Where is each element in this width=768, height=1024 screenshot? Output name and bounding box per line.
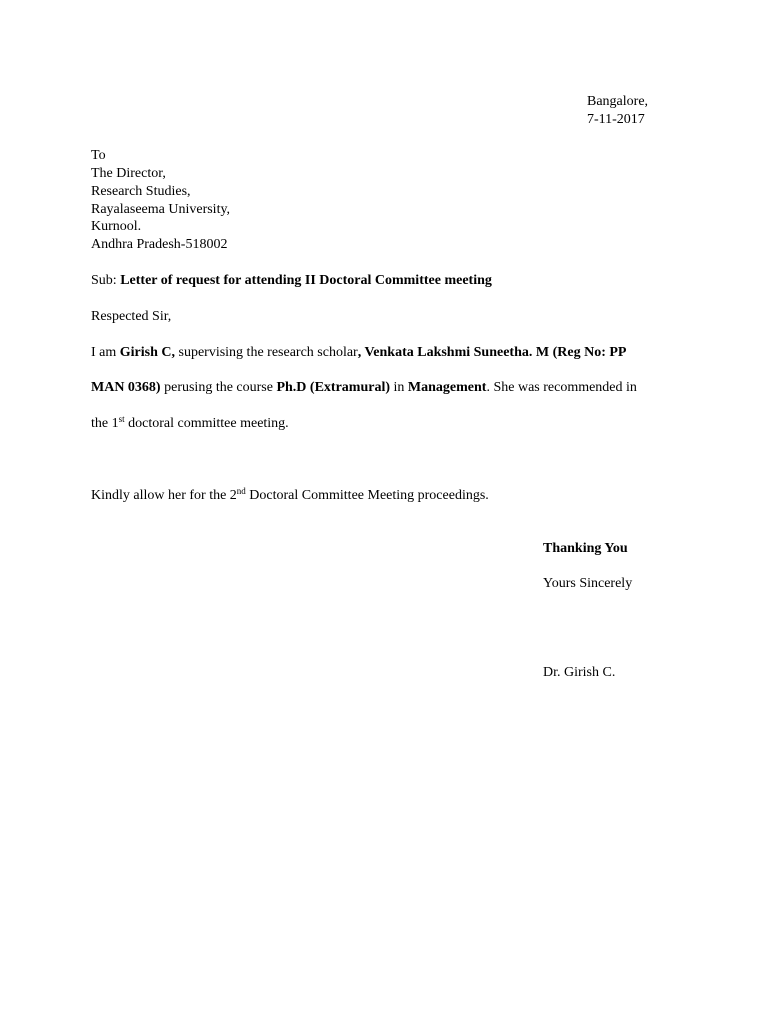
body-text: Doctoral Committee Meeting proceedings. <box>245 488 489 503</box>
signature-name: Dr. Girish C. <box>543 665 616 680</box>
closing-yours: Yours Sincerely <box>543 576 633 591</box>
body-text: supervising the research scholar <box>175 345 358 360</box>
subject-line <box>91 272 492 290</box>
body-text: perusing the course <box>160 380 277 395</box>
ordinal-suffix: nd <box>236 486 246 496</box>
closing-thanks: Thanking You <box>543 541 628 556</box>
recipient-to: To <box>91 148 106 163</box>
body-text: doctoral committee meeting. <box>124 416 289 431</box>
body-paragraph-1-line-1 <box>91 344 626 362</box>
body-paragraph-2 <box>91 487 489 505</box>
body-text: . She was recommended in <box>486 380 637 395</box>
salutation: Respected Sir, <box>91 309 172 324</box>
supervisor-name: Girish C, <box>119 345 175 360</box>
body-text: the 1 <box>91 416 119 431</box>
scholar-name: , Venkata Lakshmi Suneetha. M (Reg No: PP <box>357 345 627 360</box>
course-name: Ph.D (Extramural) <box>276 380 391 395</box>
letter-place: Bangalore, <box>587 94 649 109</box>
recipient-city: Kurnool. <box>91 219 142 234</box>
registration-number: MAN 0368) <box>91 380 161 395</box>
letter-date: 7-11-2017 <box>587 112 645 127</box>
recipient-title: The Director, <box>91 166 166 181</box>
recipient-university: Rayalaseema University, <box>91 202 231 217</box>
body-paragraph-1-line-2 <box>91 379 637 397</box>
subject-area: Management <box>407 380 487 395</box>
recipient-department: Research Studies, <box>91 184 191 199</box>
body-paragraph-1-line-3 <box>91 415 289 433</box>
body-text: Kindly allow her for the 2 <box>91 488 237 503</box>
recipient-state: Andhra Pradesh-518002 <box>91 237 228 252</box>
body-text: in <box>390 380 408 395</box>
subject-text: Letter of request for attending II Doctoral Committee meeting <box>120 273 492 288</box>
subject-prefix: Sub: <box>91 273 121 288</box>
body-text: I am <box>91 345 120 360</box>
ordinal-suffix: st <box>118 414 125 424</box>
